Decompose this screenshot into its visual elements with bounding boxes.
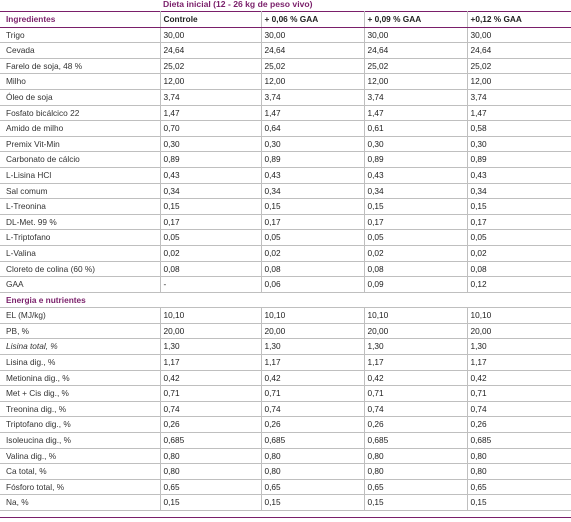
row-value: 0,26 bbox=[364, 417, 467, 433]
row-value: - bbox=[160, 277, 261, 293]
row-value: 1,47 bbox=[160, 105, 261, 121]
table-row bbox=[0, 105, 571, 121]
table-row bbox=[0, 355, 571, 371]
row-value: 0,02 bbox=[160, 245, 261, 261]
row-label: Farelo de soja, 48 % bbox=[0, 58, 160, 74]
row-value: 0,65 bbox=[364, 479, 467, 495]
row-value: 0,05 bbox=[467, 230, 571, 246]
row-value: 0,17 bbox=[261, 214, 364, 230]
row-value: 0,34 bbox=[160, 183, 261, 199]
row-value: 0,02 bbox=[261, 245, 364, 261]
row-value: 0,15 bbox=[467, 199, 571, 215]
row-value: 0,89 bbox=[364, 152, 467, 168]
row-value: 0,26 bbox=[261, 417, 364, 433]
row-value: 1,30 bbox=[467, 339, 571, 355]
row-value: 0,15 bbox=[261, 199, 364, 215]
row-value: 0,17 bbox=[160, 214, 261, 230]
row-label: Milho bbox=[0, 74, 160, 90]
row-value: 10,10 bbox=[467, 308, 571, 324]
table-row bbox=[0, 495, 571, 511]
row-value: 0,26 bbox=[160, 417, 261, 433]
table-row bbox=[0, 74, 571, 90]
table-row bbox=[0, 136, 571, 152]
row-value: 0,71 bbox=[364, 386, 467, 402]
row-label: Ca total, % bbox=[0, 464, 160, 480]
row-value: 0,34 bbox=[261, 183, 364, 199]
row-value: 20,00 bbox=[160, 323, 261, 339]
row-value: 0,15 bbox=[261, 495, 364, 511]
row-value: 1,17 bbox=[261, 355, 364, 371]
row-value: 12,00 bbox=[261, 74, 364, 90]
row-value: 0,15 bbox=[364, 199, 467, 215]
row-value: 0,89 bbox=[467, 152, 571, 168]
row-value: 0,05 bbox=[364, 230, 467, 246]
row-value: 0,65 bbox=[261, 479, 364, 495]
row-label: DL-Met. 99 % bbox=[0, 214, 160, 230]
diet-table-body bbox=[0, 12, 571, 511]
table-row bbox=[0, 386, 571, 402]
row-value: 0,42 bbox=[261, 370, 364, 386]
row-value: 0,70 bbox=[160, 121, 261, 137]
row-label: L-Triptofano bbox=[0, 230, 160, 246]
row-value: 0,89 bbox=[261, 152, 364, 168]
row-value: 0,02 bbox=[364, 245, 467, 261]
row-value: 0,74 bbox=[467, 401, 571, 417]
row-label: Lisina dig., % bbox=[0, 355, 160, 371]
table-row bbox=[0, 401, 571, 417]
row-value: 0,08 bbox=[261, 261, 364, 277]
table-row bbox=[0, 433, 571, 449]
row-value: 0,58 bbox=[467, 121, 571, 137]
section-row-nutrients bbox=[0, 292, 571, 308]
row-label: EL (MJ/kg) bbox=[0, 308, 160, 324]
diet-table bbox=[0, 11, 571, 511]
table-bottom-rule bbox=[0, 517, 571, 518]
row-label: Fósforo total, % bbox=[0, 479, 160, 495]
row-value: 10,10 bbox=[261, 308, 364, 324]
row-value: 0,08 bbox=[364, 261, 467, 277]
row-value: 0,65 bbox=[160, 479, 261, 495]
row-value: 0,74 bbox=[261, 401, 364, 417]
row-value: 1,30 bbox=[261, 339, 364, 355]
row-label: Carbonato de cálcio bbox=[0, 152, 160, 168]
table-header-row bbox=[0, 12, 571, 28]
row-value: 0,685 bbox=[467, 433, 571, 449]
row-value: 0,15 bbox=[364, 495, 467, 511]
row-value: 0,74 bbox=[364, 401, 467, 417]
row-value: 0,30 bbox=[160, 136, 261, 152]
table-row bbox=[0, 323, 571, 339]
row-value: 20,00 bbox=[364, 323, 467, 339]
row-value: 0,685 bbox=[160, 433, 261, 449]
row-value: 0,80 bbox=[467, 464, 571, 480]
table-row bbox=[0, 261, 571, 277]
row-value: 0,17 bbox=[364, 214, 467, 230]
row-value: 3,74 bbox=[364, 89, 467, 105]
row-value: 0,71 bbox=[261, 386, 364, 402]
row-value: 1,17 bbox=[160, 355, 261, 371]
row-value: 3,74 bbox=[160, 89, 261, 105]
row-value: 3,74 bbox=[261, 89, 364, 105]
table-row bbox=[0, 448, 571, 464]
row-value: 30,00 bbox=[364, 27, 467, 43]
row-label: Isoleucina dig., % bbox=[0, 433, 160, 449]
row-value: 24,64 bbox=[364, 43, 467, 59]
row-value: 1,30 bbox=[364, 339, 467, 355]
row-value: 0,80 bbox=[160, 464, 261, 480]
table-row bbox=[0, 183, 571, 199]
row-label: Trigo bbox=[0, 27, 160, 43]
row-value: 1,47 bbox=[467, 105, 571, 121]
row-value: 0,05 bbox=[261, 230, 364, 246]
row-value: 0,43 bbox=[467, 167, 571, 183]
table-row bbox=[0, 89, 571, 105]
row-value: 0,30 bbox=[467, 136, 571, 152]
table-row bbox=[0, 167, 571, 183]
row-value: 20,00 bbox=[467, 323, 571, 339]
table-row bbox=[0, 230, 571, 246]
row-value: 0,15 bbox=[160, 495, 261, 511]
row-value: 1,47 bbox=[261, 105, 364, 121]
row-label: L-Treonina bbox=[0, 199, 160, 215]
header-ingredients: Ingredientes bbox=[0, 12, 160, 28]
row-value: 1,47 bbox=[364, 105, 467, 121]
row-value: 0,15 bbox=[160, 199, 261, 215]
row-value: 24,64 bbox=[160, 43, 261, 59]
row-value: 0,80 bbox=[364, 448, 467, 464]
row-label: Óleo de soja bbox=[0, 89, 160, 105]
row-value: 1,17 bbox=[364, 355, 467, 371]
table-row bbox=[0, 308, 571, 324]
row-value: 0,05 bbox=[160, 230, 261, 246]
row-label: Amido de milho bbox=[0, 121, 160, 137]
row-value: 0,34 bbox=[467, 183, 571, 199]
row-value: 0,685 bbox=[261, 433, 364, 449]
row-value: 0,80 bbox=[261, 464, 364, 480]
row-value: 12,00 bbox=[160, 74, 261, 90]
row-value: 0,43 bbox=[364, 167, 467, 183]
table-row bbox=[0, 479, 571, 495]
row-value: 25,02 bbox=[364, 58, 467, 74]
row-value: 0,80 bbox=[160, 448, 261, 464]
row-value: 0,34 bbox=[364, 183, 467, 199]
row-label: L-Valina bbox=[0, 245, 160, 261]
row-value: 24,64 bbox=[467, 43, 571, 59]
row-label: Metionina dig., % bbox=[0, 370, 160, 386]
row-value: 0,08 bbox=[160, 261, 261, 277]
table-row bbox=[0, 199, 571, 215]
header-col-gaa-006: + 0,06 % GAA bbox=[261, 12, 364, 28]
table-row bbox=[0, 339, 571, 355]
row-value: 0,74 bbox=[160, 401, 261, 417]
row-value: 12,00 bbox=[364, 74, 467, 90]
row-value: 0,64 bbox=[261, 121, 364, 137]
row-value: 25,02 bbox=[261, 58, 364, 74]
row-value: 0,42 bbox=[364, 370, 467, 386]
row-label: Valina dig., % bbox=[0, 448, 160, 464]
table-caption bbox=[0, 0, 571, 11]
row-value: 0,71 bbox=[467, 386, 571, 402]
table-row bbox=[0, 43, 571, 59]
row-value: 0,15 bbox=[467, 495, 571, 511]
table-row bbox=[0, 27, 571, 43]
row-label: Cloreto de colina (60 %) bbox=[0, 261, 160, 277]
caption-text: Dieta inicial (12 - 26 kg de peso vivo) bbox=[163, 0, 313, 9]
row-value: 25,02 bbox=[467, 58, 571, 74]
row-value: 1,17 bbox=[467, 355, 571, 371]
row-value: 0,61 bbox=[364, 121, 467, 137]
table-row bbox=[0, 277, 571, 293]
row-value: 3,74 bbox=[467, 89, 571, 105]
row-value: 10,10 bbox=[364, 308, 467, 324]
row-value: 30,00 bbox=[467, 27, 571, 43]
row-value: 0,43 bbox=[261, 167, 364, 183]
row-value: 24,64 bbox=[261, 43, 364, 59]
row-label: GAA bbox=[0, 277, 160, 293]
row-value: 10,10 bbox=[160, 308, 261, 324]
row-value: 0,30 bbox=[364, 136, 467, 152]
row-value: 0,06 bbox=[261, 277, 364, 293]
row-value: 30,00 bbox=[261, 27, 364, 43]
row-label: L-Lisina HCl bbox=[0, 167, 160, 183]
row-value: 25,02 bbox=[160, 58, 261, 74]
row-value: 0,80 bbox=[364, 464, 467, 480]
row-value: 0,43 bbox=[160, 167, 261, 183]
row-label: PB, % bbox=[0, 323, 160, 339]
row-value: 1,30 bbox=[160, 339, 261, 355]
row-value: 0,89 bbox=[160, 152, 261, 168]
row-value: 0,02 bbox=[467, 245, 571, 261]
row-value: 0,12 bbox=[467, 277, 571, 293]
row-label: Treonina dig., % bbox=[0, 401, 160, 417]
row-label: Fosfato bicálcico 22 bbox=[0, 105, 160, 121]
row-value: 20,00 bbox=[261, 323, 364, 339]
row-value: 0,17 bbox=[467, 214, 571, 230]
row-value: 0,71 bbox=[160, 386, 261, 402]
table-row bbox=[0, 417, 571, 433]
row-value: 0,685 bbox=[364, 433, 467, 449]
row-value: 0,65 bbox=[467, 479, 571, 495]
header-col-control: Controle bbox=[160, 12, 261, 28]
row-label: Sal comum bbox=[0, 183, 160, 199]
table-row bbox=[0, 370, 571, 386]
table-row bbox=[0, 58, 571, 74]
row-label: Met + Cis dig., % bbox=[0, 386, 160, 402]
section-title: Energia e nutrientes bbox=[0, 292, 571, 308]
table-row bbox=[0, 214, 571, 230]
table-row bbox=[0, 121, 571, 137]
row-value: 0,80 bbox=[261, 448, 364, 464]
row-label: Cevada bbox=[0, 43, 160, 59]
table-row bbox=[0, 464, 571, 480]
row-value: 0,80 bbox=[467, 448, 571, 464]
table-row bbox=[0, 245, 571, 261]
row-value: 0,42 bbox=[467, 370, 571, 386]
row-label: Lisina total, % bbox=[0, 339, 160, 355]
row-label: Premix Vit-Min bbox=[0, 136, 160, 152]
header-col-gaa-012: +0,12 % GAA bbox=[467, 12, 571, 28]
row-label: Triptofano dig., % bbox=[0, 417, 160, 433]
table-row bbox=[0, 152, 571, 168]
row-value: 0,30 bbox=[261, 136, 364, 152]
row-label: Na, % bbox=[0, 495, 160, 511]
row-value: 0,26 bbox=[467, 417, 571, 433]
row-value: 0,09 bbox=[364, 277, 467, 293]
row-value: 30,00 bbox=[160, 27, 261, 43]
header-col-gaa-009: + 0,09 % GAA bbox=[364, 12, 467, 28]
row-value: 0,08 bbox=[467, 261, 571, 277]
row-value: 0,42 bbox=[160, 370, 261, 386]
row-value: 12,00 bbox=[467, 74, 571, 90]
